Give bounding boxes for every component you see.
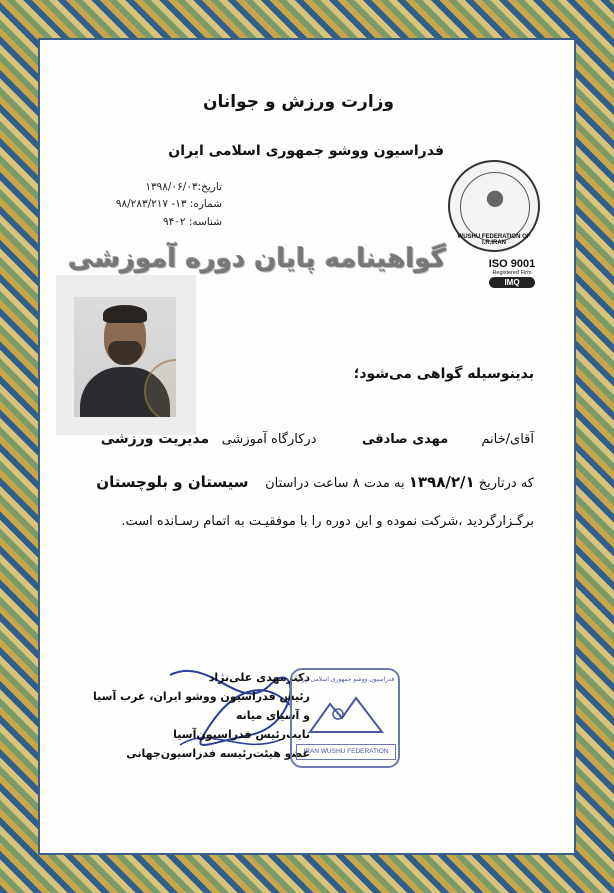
stamp-arc-text: فدراسیون ووشو جمهوری اسلامی ایران xyxy=(295,676,395,683)
certificate-title: گواهینامه پایان دوره آموزشی xyxy=(68,244,446,274)
body-line-3: برگـزارگردید ،شرکت نموده و این دوره را با موفقیـت به اتمام رسـانده است. xyxy=(121,514,534,529)
wushu-emblem-icon xyxy=(477,186,513,218)
course-date: ۱۳۹۸/۲/۱ xyxy=(408,473,475,491)
hereby-statement: بدینوسیله گواهی می‌شود؛ xyxy=(353,366,534,382)
signatory-name: دکترمهدی علی‌نژاد xyxy=(208,671,310,684)
iso-brand: IMQ xyxy=(489,277,535,288)
stamp-caption: IRAN WUSHU FEDERATION xyxy=(296,744,396,760)
federation-heading: فدراسیون ووشو جمهوری اسلامی ایران xyxy=(168,143,444,159)
body-line-1 xyxy=(101,431,534,447)
mr-mrs-label: آقای/خانم xyxy=(481,432,534,447)
portrait-beard xyxy=(108,341,142,365)
meta-id: شناسه: ۹۴۰۲ xyxy=(162,216,222,228)
signatory-role-1: رئیس فدراسیون ووشو ایران، غرب آسیا و آسیای میانه xyxy=(93,690,310,722)
portrait-hair xyxy=(103,305,147,323)
portrait-image xyxy=(74,297,176,417)
workshop-label: درکارگاه آموزشی xyxy=(221,432,317,447)
body-line-2 xyxy=(96,473,534,491)
duration-text: به مدت ۸ ساعت دراستان xyxy=(265,476,405,491)
federation-logo-caption: WUSHU FEDERATION OF I.R.IRAN xyxy=(457,234,531,246)
stamp-mountain-icon xyxy=(308,692,384,736)
portrait-photo xyxy=(56,275,196,435)
signatory-role-2: نایب‌رئیس فدراسیون‌آسیا xyxy=(173,728,310,741)
date-prefix: که درتاریخ xyxy=(478,476,534,491)
signature-block xyxy=(90,668,310,763)
province-name: سیستان و بلوچستان xyxy=(96,473,249,491)
federation-logo xyxy=(448,160,540,252)
iso-badge xyxy=(478,258,546,294)
iso-subtitle: Registered Firm xyxy=(492,270,532,276)
signatory-role-3: عضو هیئت‌رئیسه فدراسیون‌جهانی xyxy=(126,747,310,760)
recipient-name: مهدی صادقی xyxy=(361,432,449,447)
meta-number: شماره: ۱۳- ۹۸/۲۸۳/۲۱۷ xyxy=(115,198,222,210)
workshop-subject: مدیریت ورزشی xyxy=(100,431,210,447)
iso-title: ISO 9001 xyxy=(488,258,536,270)
photo-stamp-icon xyxy=(144,359,176,417)
federation-stamp xyxy=(290,668,400,768)
ministry-heading: وزارت ورزش و جوانان xyxy=(203,92,394,112)
meta-date: تاریخ:۱۳۹۸/۰۶/۰۳ xyxy=(145,181,222,193)
